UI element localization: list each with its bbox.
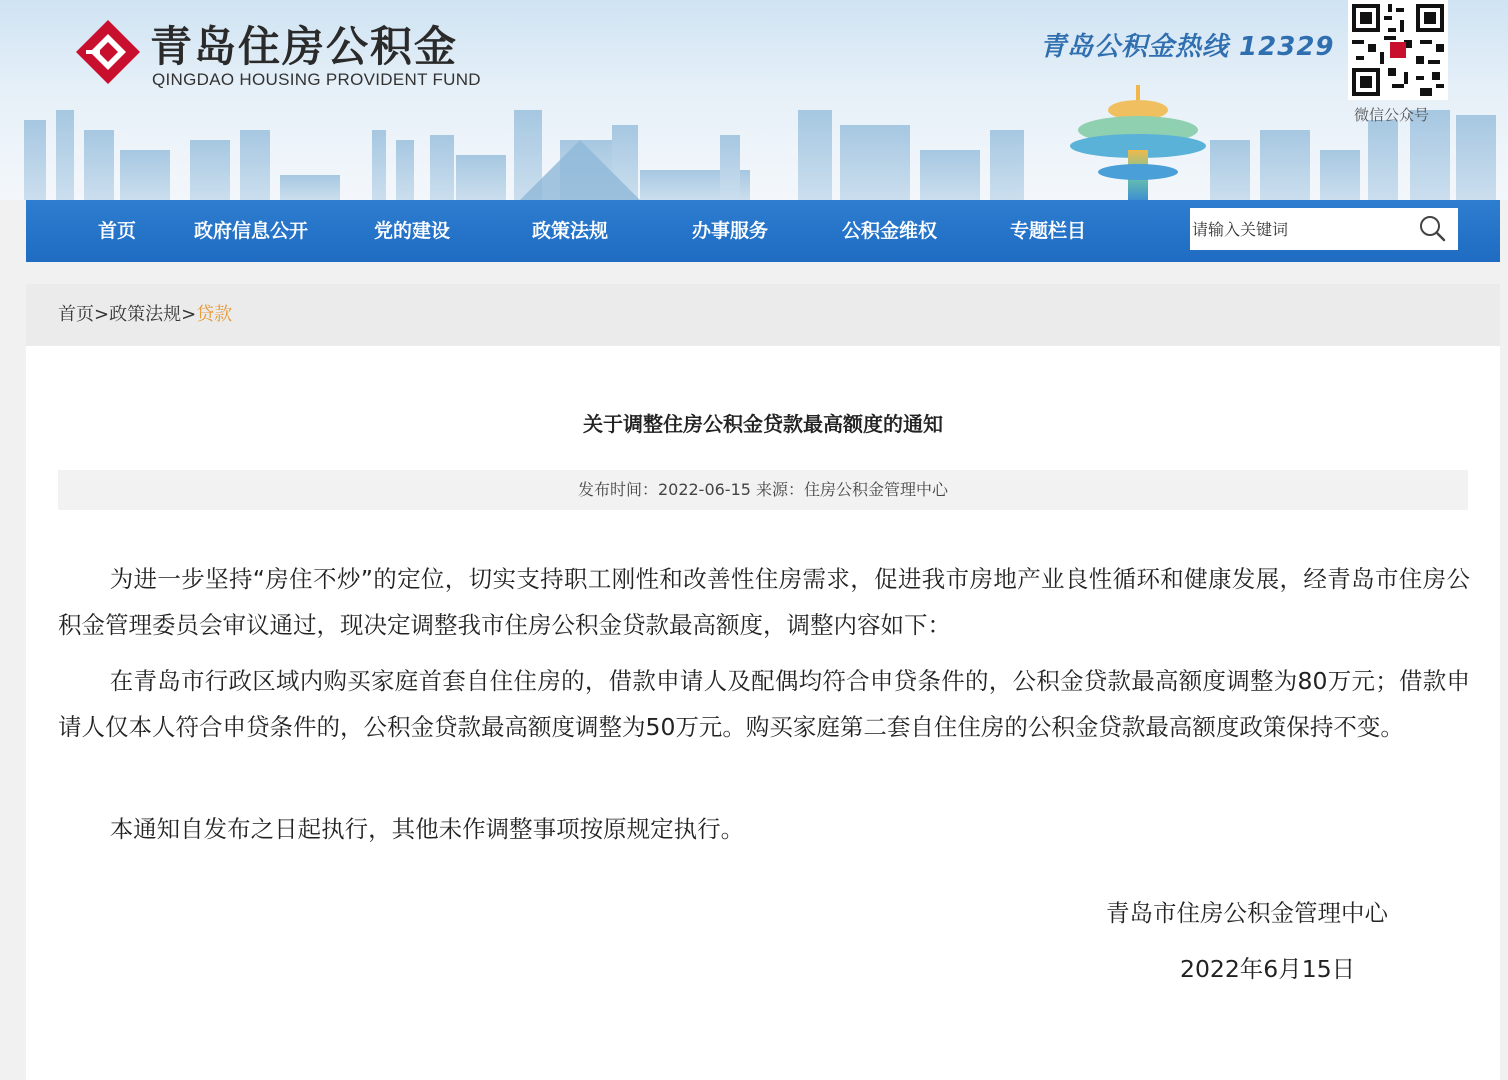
- breadcrumb-separator: >: [94, 304, 110, 325]
- breadcrumb-home-link[interactable]: 首页: [58, 304, 94, 325]
- nav-item-policy[interactable]: 政策法规: [532, 220, 609, 242]
- tv-tower-shape: [1070, 85, 1206, 200]
- site-logo-title: 青岛住房公积金: [150, 22, 459, 71]
- nav-item-rights[interactable]: 公积金维权: [842, 220, 938, 242]
- search-box: [1190, 208, 1458, 250]
- article-card: [26, 346, 1500, 1080]
- nav-item-topics[interactable]: 专题栏目: [1010, 220, 1087, 242]
- site-logo-subtitle: QINGDAO HOUSING PROVIDENT FUND: [152, 70, 481, 89]
- breadcrumb-bar: [26, 284, 1500, 346]
- signature-organization: 青岛市住房公积金管理中心: [1106, 899, 1388, 927]
- article-paragraph: 为进一步坚持“房住不炒”的定位，切实支持职工刚性和改善性住房需求，促进我市房地产业良性循环和健康发展，经青岛市住房公积金管理委员会审议通过，现决定调整我市住房公积金贷款最高额度，调整内容如下：: [58, 565, 1470, 639]
- hotline-text: 青岛公积金热线 12329: [1040, 32, 1335, 62]
- search-input[interactable]: [1192, 208, 1412, 250]
- qr-code: [1348, 0, 1448, 100]
- site-header: [0, 0, 1508, 200]
- breadcrumb-separator: >: [181, 304, 197, 325]
- signature-date: 2022年6月15日: [1180, 955, 1356, 983]
- nav-item-gov-info[interactable]: 政府信息公开: [194, 220, 309, 242]
- qr-caption: 微信公众号: [1354, 106, 1430, 124]
- article-title: 关于调整住房公积金贷款最高额度的通知: [583, 412, 943, 436]
- search-icon[interactable]: [1418, 214, 1448, 244]
- breadcrumb-section-link[interactable]: 政策法规: [109, 304, 182, 325]
- nav-item-home[interactable]: 首页: [98, 220, 137, 242]
- article-paragraph: 在青岛市行政区域内购买家庭首套自住住房的，借款申请人及配偶均符合申贷条件的，公积金贷款最高额度调整为80万元；借款申请人仅本人符合申贷条件的，公积金贷款最高额度调整为50万元。购买家庭第二套自住住房的公积金贷款最高额度政策保持不变。: [58, 667, 1470, 741]
- nav-item-services[interactable]: 办事服务: [692, 220, 769, 242]
- main-nav: [26, 200, 1500, 262]
- city-skyline-image: [0, 80, 1508, 200]
- article-meta: 发布时间：2022-06-15 来源：住房公积金管理中心: [58, 470, 1468, 510]
- breadcrumb-current-link[interactable]: 贷款: [196, 304, 233, 325]
- article-paragraph: 本通知自发布之日起执行，其他未作调整事项按原规定执行。: [109, 815, 745, 843]
- breadcrumb: [58, 284, 232, 346]
- nav-item-party-building[interactable]: 党的建设: [374, 220, 451, 242]
- logo-icon: [72, 16, 144, 88]
